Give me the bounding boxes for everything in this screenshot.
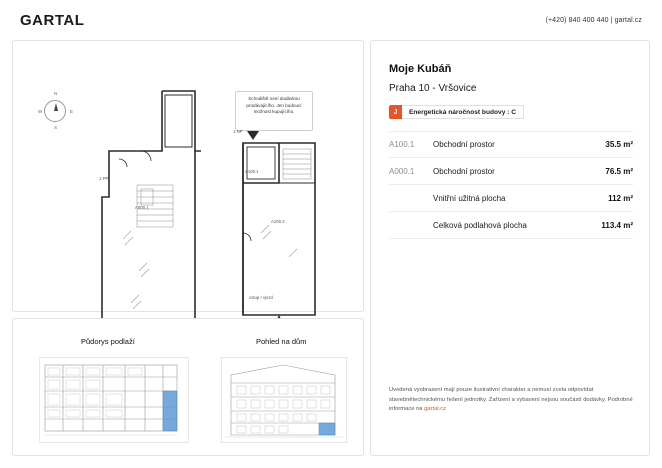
page-title: Moje Kubáň — [389, 63, 452, 75]
compass-label-e: E — [70, 109, 74, 114]
row-label: Obchodní prostor — [433, 166, 495, 176]
row-label: Vnitřní užitná plocha — [433, 193, 506, 203]
compass-label-w: W — [38, 109, 43, 114]
row-label: Obchodní prostor — [433, 140, 495, 149]
brand-logo: GARTAL — [20, 11, 85, 29]
table-row — [389, 158, 633, 185]
label-level-1pp: 1.PP — [99, 176, 109, 181]
label-room-a100-2: A100.2 — [271, 219, 285, 224]
project-location: Praha 10 - Vršovice — [389, 83, 477, 94]
compass-label-s: S — [54, 125, 58, 130]
compass-icon — [33, 89, 79, 135]
floorplan-drawing-upper — [231, 137, 323, 327]
row-code: A000.1 — [389, 166, 415, 176]
highlight-unit — [319, 423, 335, 435]
label-entry: vstup / vjezd — [249, 295, 273, 300]
info-panel — [370, 40, 650, 456]
thumbnail-building-view[interactable] — [221, 357, 347, 443]
thumb-title-floorplan: Půdorys podlaží — [81, 337, 135, 346]
table-row — [389, 185, 633, 212]
table-row — [389, 212, 633, 239]
label-room-a100-1: A100.1 — [245, 169, 259, 174]
floorplan-drawing-lower — [95, 89, 203, 337]
gartal-link[interactable]: gartal.cz — [424, 406, 447, 413]
stairs-note: Schodiště není dodávkou prodávajícího. Jen budoucí možnost kupujícího. — [235, 91, 313, 131]
floorplan-panel — [12, 40, 364, 312]
thumb-title-building: Pohled na dům — [256, 337, 307, 346]
row-value: 112 m² — [608, 193, 633, 203]
page-header — [0, 0, 662, 40]
label-level-1np: 1.NP — [233, 129, 243, 134]
disclaimer — [389, 386, 635, 415]
energy-badge-icon: J — [389, 105, 402, 119]
area-table — [389, 131, 633, 239]
contact-info: (+420) 840 400 440 | gartal.cz — [545, 16, 642, 24]
disclaimer-text: Uvedená vyobrazení mají pouze ilustrativní charakter a nemusí zcela odpovídat stavebnětechnickému řešení jednotky. Zařízení a vybavení nejsou součástí dodávky. Podrobné informace na — [389, 387, 633, 413]
compass-label-n: N — [54, 91, 58, 96]
row-code: A100.1 — [389, 140, 415, 149]
thumbnail-floorplan[interactable] — [39, 357, 189, 443]
thumbnails-panel — [12, 318, 364, 456]
note-pointer-icon — [245, 129, 261, 141]
row-value: 76.5 m² — [605, 166, 633, 176]
energy-label: Energetická náročnost budovy : C — [402, 105, 524, 119]
row-value: 35.5 m² — [605, 140, 633, 149]
table-row — [389, 131, 633, 158]
row-value: 113.4 m² — [601, 220, 633, 230]
row-label: Celková podlahová plocha — [433, 220, 527, 230]
highlight-unit — [163, 391, 177, 431]
energy-rating — [389, 105, 524, 119]
label-room-a000-1: A000.1 — [135, 205, 149, 210]
